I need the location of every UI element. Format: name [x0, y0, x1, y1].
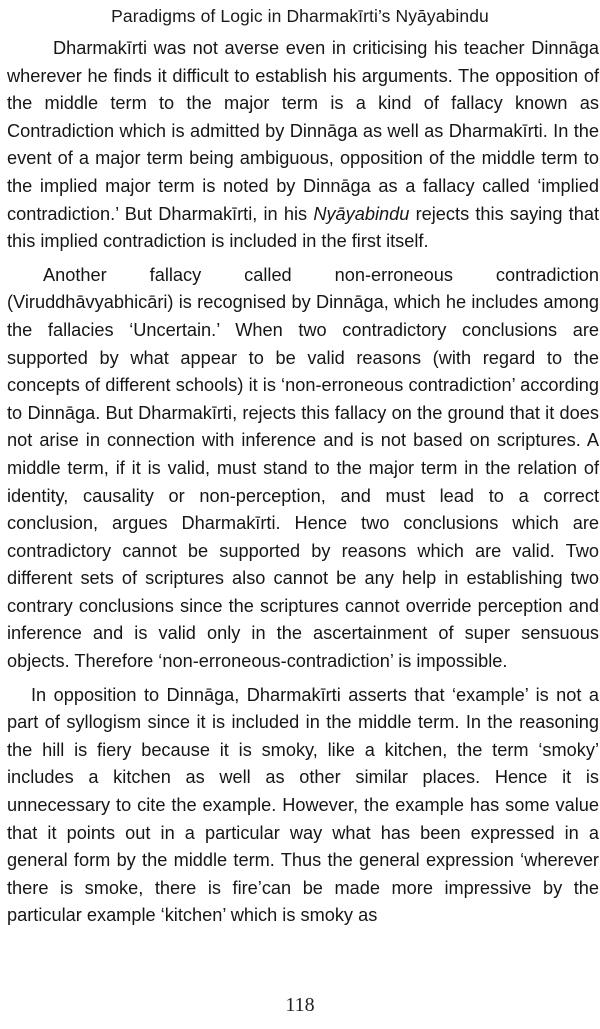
- paragraph-1-text-a: Dharmakīrti was not averse even in criticising his teacher Dinnāga wherever he finds it difficult to establish his arguments. The opposition of the middle term to the major term is a kind of fallacy known as Contradiction which is admitted by Dinnāga as well as Dharmakīrti. In the event of a major term being ambiguous, opposition of the middle term to the implied major term is noted by Dinnāga as a fallacy called ‘implied contradiction.’ But Dharmakīrti, in his: [7, 38, 599, 224]
- paragraph-1: [7, 35, 599, 256]
- paragraph-1-italic-title: Nyāyabindu: [313, 203, 410, 224]
- body-text: [7, 35, 599, 936]
- paragraph-1-text-b: rejects this saying that this implied contradiction is included in the first itself.: [7, 203, 600, 252]
- running-header-title: Paradigms of Logic in Dharmakīrti’s Nyāyabindu: [111, 6, 489, 26]
- page-number: 118: [285, 994, 315, 1016]
- paragraph-2: Another fallacy called non-erroneous contradiction (Viruddhāvyabhicāri) is recognised by Dinnāga, which he includes among the fallacies ‘Uncertain.’ When two contradictory conclusions are supported by what appear to be valid reasons (with regard to the concepts of different schools) it is ‘non-erroneous contradiction’ according to Dinnāga. But Dharmakīrti, rejects this fallacy on the ground that it does not arise in connection with inference and is not based on scriptures. A middle term, if it is valid, must stand to the major term in the relation of identity, causality or non-perception, and must lead to a correct conclusion, argues Dharmakīrti. Hence two conclusions which are contradictory cannot be supported by reasons which are valid. Two different sets of scriptures also cannot be any help in establishing two contrary conclusions since the scriptures cannot override perception and inference and is valid only in the ascertainment of super sensuous objects. Therefore ‘non-erroneous-contradiction’ is impossible.: [7, 264, 599, 672]
- paragraph-3: In opposition to Dinnāga, Dharmakīrti asserts that ‘example’ is not a part of syllogism since it is included in the middle term. In the reasoning the hill is fiery because it is smoky, like a kitchen, the term ‘smoky’ includes a kitchen as well as other similar places. Hence it is unnecessary to cite the example. However, the example has some value that it points out in a particular way what has been expressed in a general form by the middle term. Thus the general expression ‘wherever there is smoke, there is fire’can be made more impressive by the particular example ‘kitchen’ which is smoky as: [7, 684, 599, 926]
